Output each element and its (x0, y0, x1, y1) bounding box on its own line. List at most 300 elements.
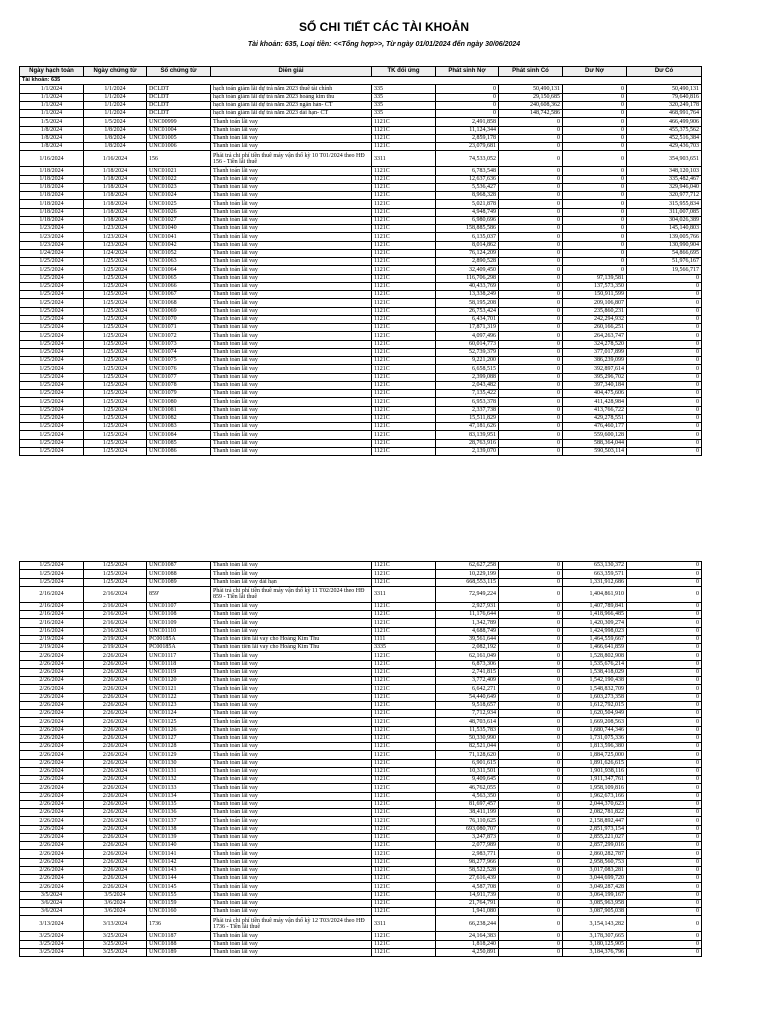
cell-so-chung-tu: UNC01136 (147, 809, 211, 817)
cell-du-no: 663,359,571 (563, 570, 627, 578)
cell-phat-sinh-no: 60,014,773 (436, 340, 499, 348)
cell-du-co: 0 (627, 398, 702, 406)
col-header-phat-sinh-no: Phát sinh Nợ (436, 67, 499, 77)
cell-du-co: 0 (627, 776, 702, 784)
cell-ngay-hach-toan: 2/26/2024 (20, 842, 84, 850)
cell-so-chung-tu: UNC01118 (147, 660, 211, 668)
cell-phat-sinh-no: 76,124,209 (436, 249, 499, 257)
cell-phat-sinh-co: 0 (499, 406, 563, 414)
cell-phat-sinh-co: 0 (499, 192, 563, 200)
cell-du-no: 3,017,083,281 (563, 866, 627, 874)
cell-so-chung-tu: DCLDT (147, 110, 211, 118)
ledger-row (20, 809, 702, 817)
cell-ngay-chung-tu: 2/26/2024 (84, 833, 147, 841)
cell-dien-giai: Thanh toán lãi vay (211, 143, 372, 151)
cell-so-chung-tu: UNC01122 (147, 693, 211, 701)
cell-phat-sinh-no: 9,409,645 (436, 776, 499, 784)
cell-phat-sinh-co: 0 (499, 685, 563, 693)
cell-so-chung-tu: UNC01137 (147, 817, 211, 825)
cell-du-co: 0 (627, 299, 702, 307)
cell-phat-sinh-co: 0 (499, 258, 563, 266)
ledger-table-page-1 (19, 66, 702, 456)
cell-phat-sinh-no: 2,399,088 (436, 373, 499, 381)
cell-phat-sinh-co: 0 (499, 282, 563, 290)
cell-du-no: 3,064,199,167 (563, 891, 627, 899)
cell-tk-doi-ung: 1121C (372, 167, 436, 175)
cell-du-no: 1,731,075,336 (563, 734, 627, 742)
col-header-phat-sinh-co: Phát sinh Có (499, 67, 563, 77)
cell-ngay-hach-toan: 2/26/2024 (20, 718, 84, 726)
cell-phat-sinh-no: 74,533,052 (436, 151, 499, 167)
cell-du-co: 320,977,712 (627, 192, 702, 200)
ledger-row (20, 175, 702, 183)
cell-ngay-chung-tu: 2/26/2024 (84, 776, 147, 784)
cell-dien-giai: Thanh toán lãi vay (211, 439, 372, 447)
cell-du-co: 304,026,389 (627, 216, 702, 224)
cell-du-co: 0 (627, 734, 702, 742)
cell-phat-sinh-co: 0 (499, 883, 563, 891)
cell-du-no: 0 (563, 200, 627, 208)
cell-dien-giai: Thanh toán lãi vay (211, 677, 372, 685)
cell-tk-doi-ung: 1121C (372, 809, 436, 817)
cell-ngay-chung-tu: 3/25/2024 (84, 948, 147, 956)
cell-du-co: 0 (627, 332, 702, 340)
cell-du-no: 150,911,599 (563, 291, 627, 299)
cell-so-chung-tu: UNC01133 (147, 784, 211, 792)
cell-so-chung-tu: UNC01077 (147, 373, 211, 381)
cell-ngay-hach-toan: 1/8/2024 (20, 134, 84, 142)
cell-du-no: 2,044,370,623 (563, 800, 627, 808)
ledger-row (20, 611, 702, 619)
cell-tk-doi-ung: 1121C (372, 908, 436, 916)
ledger-row (20, 751, 702, 759)
cell-phat-sinh-no: 54,440,649 (436, 693, 499, 701)
cell-phat-sinh-no: 668,553,115 (436, 578, 499, 586)
cell-so-chung-tu: UNC01085 (147, 439, 211, 447)
cell-ngay-chung-tu: 2/19/2024 (84, 635, 147, 643)
cell-du-no: 1,669,208,563 (563, 718, 627, 726)
ledger-row (20, 677, 702, 685)
cell-du-co: 0 (627, 899, 702, 907)
cell-phat-sinh-no: 116,706,298 (436, 274, 499, 282)
cell-phat-sinh-no: 2,077,989 (436, 842, 499, 850)
cell-ngay-hach-toan: 3/25/2024 (20, 948, 84, 956)
cell-so-chung-tu: UNC01063 (147, 258, 211, 266)
cell-ngay-hach-toan: 3/25/2024 (20, 940, 84, 948)
cell-du-co: 0 (627, 570, 702, 578)
cell-phat-sinh-co: 0 (499, 274, 563, 282)
cell-ngay-chung-tu: 1/1/2024 (84, 110, 147, 118)
cell-ngay-hach-toan: 2/26/2024 (20, 817, 84, 825)
cell-so-chung-tu: UNC01145 (147, 883, 211, 891)
cell-tk-doi-ung: 1121C (372, 660, 436, 668)
cell-phat-sinh-co: 0 (499, 357, 563, 365)
ledger-row (20, 85, 702, 93)
cell-so-chung-tu: UNC01129 (147, 751, 211, 759)
ledger-row (20, 578, 702, 586)
cell-ngay-chung-tu: 1/23/2024 (84, 241, 147, 249)
cell-so-chung-tu: UNC01042 (147, 241, 211, 249)
cell-du-co: 0 (627, 842, 702, 850)
cell-tk-doi-ung: 1121C (372, 743, 436, 751)
cell-du-no: 413,766,722 (563, 406, 627, 414)
cell-ngay-hach-toan: 1/25/2024 (20, 447, 84, 455)
cell-dien-giai: Thanh toán lãi vay (211, 307, 372, 315)
cell-tk-doi-ung: 1121C (372, 208, 436, 216)
cell-so-chung-tu: UNC01026 (147, 208, 211, 216)
cell-ngay-hach-toan: 1/18/2024 (20, 175, 84, 183)
cell-phat-sinh-no: 4,688,749 (436, 627, 499, 635)
cell-dien-giai: Thanh toán lãi vay (211, 414, 372, 422)
cell-du-no: 0 (563, 266, 627, 274)
cell-phat-sinh-no: 62,161,049 (436, 652, 499, 660)
cell-du-no: 0 (563, 175, 627, 183)
ledger-row (20, 652, 702, 660)
cell-du-no: 1,404,861,910 (563, 586, 627, 602)
cell-ngay-chung-tu: 1/25/2024 (84, 447, 147, 455)
cell-so-chung-tu: UNC01121 (147, 685, 211, 693)
cell-so-chung-tu: UNC01159 (147, 899, 211, 907)
cell-dien-giai: Thanh toán lãi vay (211, 258, 372, 266)
ledger-row (20, 825, 702, 833)
cell-dien-giai: Thanh toán lãi vay (211, 225, 372, 233)
account-group-row (20, 77, 702, 85)
cell-tk-doi-ung: 1121C (372, 891, 436, 899)
ledger-row (20, 875, 702, 883)
cell-so-chung-tu: UNC01187 (147, 932, 211, 940)
cell-du-co: 0 (627, 940, 702, 948)
cell-phat-sinh-no: 2,927,931 (436, 602, 499, 610)
cell-dien-giai: Thanh toán lãi vay (211, 233, 372, 241)
cell-ngay-chung-tu: 1/24/2024 (84, 249, 147, 257)
cell-phat-sinh-co: 0 (499, 635, 563, 643)
cell-du-no: 590,503,114 (563, 447, 627, 455)
cell-tk-doi-ung: 1121C (372, 767, 436, 775)
ledger-row (20, 743, 702, 751)
cell-dien-giai: Thanh toán lãi vay (211, 241, 372, 249)
cell-ngay-chung-tu: 3/13/2024 (84, 916, 147, 932)
cell-dien-giai: Thanh toán lãi vay (211, 357, 372, 365)
cell-du-no: 0 (563, 208, 627, 216)
ledger-row (20, 710, 702, 718)
cell-ngay-chung-tu: 1/18/2024 (84, 192, 147, 200)
cell-phat-sinh-co: 0 (499, 817, 563, 825)
cell-ngay-hach-toan: 3/6/2024 (20, 899, 84, 907)
cell-phat-sinh-no: 3,772,409 (436, 677, 499, 685)
cell-du-co: 0 (627, 447, 702, 455)
cell-ngay-chung-tu: 1/18/2024 (84, 175, 147, 183)
cell-tk-doi-ung: 1121C (372, 833, 436, 841)
cell-phat-sinh-co: 0 (499, 842, 563, 850)
cell-phat-sinh-co: 0 (499, 660, 563, 668)
cell-du-no: 397,340,184 (563, 381, 627, 389)
cell-ngay-chung-tu: 2/26/2024 (84, 652, 147, 660)
cell-phat-sinh-no: 3,247,873 (436, 833, 499, 841)
cell-ngay-hach-toan: 1/1/2024 (20, 85, 84, 93)
cell-tk-doi-ung: 1121C (372, 118, 436, 126)
cell-dien-giai: Thanh toán lãi vay (211, 340, 372, 348)
cell-ngay-hach-toan: 2/26/2024 (20, 858, 84, 866)
cell-so-chung-tu: UNC01068 (147, 299, 211, 307)
cell-phat-sinh-no: 32,409,450 (436, 266, 499, 274)
cell-phat-sinh-no: 24,164,383 (436, 932, 499, 940)
cell-so-chung-tu: UNC01040 (147, 225, 211, 233)
cell-ngay-chung-tu: 3/25/2024 (84, 932, 147, 940)
cell-ngay-hach-toan: 1/25/2024 (20, 315, 84, 323)
ledger-row (20, 398, 702, 406)
cell-du-co: 50,490,131 (627, 85, 702, 93)
cell-du-co: 0 (627, 652, 702, 660)
cell-ngay-chung-tu: 1/25/2024 (84, 332, 147, 340)
cell-phat-sinh-no: 9,518,657 (436, 701, 499, 709)
cell-du-no: 1,464,559,667 (563, 635, 627, 643)
cell-ngay-chung-tu: 2/26/2024 (84, 677, 147, 685)
cell-ngay-hach-toan: 2/26/2024 (20, 668, 84, 676)
cell-phat-sinh-co: 0 (499, 751, 563, 759)
cell-tk-doi-ung: 1121C (372, 800, 436, 808)
cell-tk-doi-ung: 1121C (372, 701, 436, 709)
cell-ngay-chung-tu: 2/26/2024 (84, 858, 147, 866)
cell-ngay-hach-toan: 1/25/2024 (20, 365, 84, 373)
cell-phat-sinh-no: 2,859,178 (436, 134, 499, 142)
cell-ngay-chung-tu: 1/25/2024 (84, 578, 147, 586)
cell-phat-sinh-no: 0 (436, 101, 499, 109)
cell-phat-sinh-no: 6,434,701 (436, 315, 499, 323)
cell-ngay-chung-tu: 1/25/2024 (84, 381, 147, 389)
cell-ngay-chung-tu: 1/1/2024 (84, 101, 147, 109)
cell-so-chung-tu: UNC01027 (147, 216, 211, 224)
col-header-ngay-chung-tu: Ngày chứng từ (84, 67, 147, 77)
cell-du-co: 0 (627, 644, 702, 652)
cell-phat-sinh-co: 0 (499, 118, 563, 126)
cell-dien-giai: Thanh toán lãi vay (211, 792, 372, 800)
ledger-row (20, 216, 702, 224)
cell-ngay-hach-toan: 2/19/2024 (20, 644, 84, 652)
cell-ngay-chung-tu: 1/18/2024 (84, 200, 147, 208)
ledger-row (20, 883, 702, 891)
cell-phat-sinh-co: 0 (499, 570, 563, 578)
ledger-row (20, 602, 702, 610)
cell-so-chung-tu: UNC01073 (147, 340, 211, 348)
cell-du-co: 0 (627, 324, 702, 332)
cell-phat-sinh-co: 0 (499, 183, 563, 191)
cell-du-no: 0 (563, 258, 627, 266)
cell-ngay-chung-tu: 1/8/2024 (84, 134, 147, 142)
cell-so-chung-tu: UNC01069 (147, 307, 211, 315)
cell-phat-sinh-no: 98,277,966 (436, 858, 499, 866)
cell-ngay-hach-toan: 2/26/2024 (20, 792, 84, 800)
cell-so-chung-tu: UNC01089 (147, 578, 211, 586)
cell-tk-doi-ung: 1121C (372, 299, 436, 307)
cell-tk-doi-ung: 335 (372, 110, 436, 118)
cell-du-co: 0 (627, 932, 702, 940)
cell-dien-giai: Thanh toán lãi vay (211, 348, 372, 356)
cell-du-no: 3,085,963,958 (563, 899, 627, 907)
ledger-row (20, 315, 702, 323)
cell-du-no: 429,278,551 (563, 414, 627, 422)
cell-ngay-chung-tu: 2/26/2024 (84, 842, 147, 850)
cell-ngay-chung-tu: 2/26/2024 (84, 800, 147, 808)
cell-phat-sinh-co: 29,150,685 (499, 93, 563, 101)
cell-so-chung-tu: UNC01124 (147, 710, 211, 718)
cell-du-co: 0 (627, 883, 702, 891)
cell-so-chung-tu: DCLDT (147, 101, 211, 109)
cell-so-chung-tu: DCLDT (147, 85, 211, 93)
cell-tk-doi-ung: 1121C (372, 817, 436, 825)
cell-du-no: 3,178,307,665 (563, 932, 627, 940)
cell-so-chung-tu: UNC01135 (147, 800, 211, 808)
cell-so-chung-tu: UNC01072 (147, 332, 211, 340)
cell-phat-sinh-no: 6,953,378 (436, 398, 499, 406)
cell-du-co: 0 (627, 365, 702, 373)
cell-tk-doi-ung: 1121C (372, 266, 436, 274)
cell-dien-giai: Thanh toán lãi vay (211, 291, 372, 299)
cell-du-co: 0 (627, 866, 702, 874)
cell-du-co: 0 (627, 916, 702, 932)
cell-dien-giai: Thanh toán lãi vay (211, 693, 372, 701)
cell-tk-doi-ung: 1121C (372, 850, 436, 858)
ledger-row (20, 792, 702, 800)
cell-dien-giai: Thanh toán lãi vay (211, 431, 372, 439)
cell-du-co: 0 (627, 660, 702, 668)
cell-tk-doi-ung: 1121C (372, 200, 436, 208)
ledger-row (20, 258, 702, 266)
cell-tk-doi-ung: 1121C (372, 677, 436, 685)
cell-ngay-chung-tu: 1/18/2024 (84, 167, 147, 175)
cell-dien-giai: Thanh toán lãi vay (211, 948, 372, 956)
cell-du-co: 0 (627, 767, 702, 775)
cell-ngay-chung-tu: 1/25/2024 (84, 431, 147, 439)
cell-ngay-hach-toan: 2/26/2024 (20, 776, 84, 784)
cell-tk-doi-ung: 1121C (372, 776, 436, 784)
cell-so-chung-tu: UNC01083 (147, 423, 211, 431)
cell-tk-doi-ung: 1121C (372, 398, 436, 406)
cell-dien-giai: Thanh toán lãi vay (211, 324, 372, 332)
cell-du-co: 130,990,904 (627, 241, 702, 249)
cell-tk-doi-ung: 1121C (372, 183, 436, 191)
cell-ngay-hach-toan: 1/1/2024 (20, 93, 84, 101)
cell-phat-sinh-no: 2,983,771 (436, 850, 499, 858)
cell-so-chung-tu: UNC01065 (147, 274, 211, 282)
cell-du-no: 1,331,912,686 (563, 578, 627, 586)
cell-dien-giai: Thanh toán lãi vay (211, 751, 372, 759)
cell-du-co: 0 (627, 611, 702, 619)
cell-phat-sinh-co: 0 (499, 734, 563, 742)
cell-ngay-chung-tu: 2/26/2024 (84, 817, 147, 825)
ledger-row (20, 817, 702, 825)
cell-phat-sinh-co: 0 (499, 423, 563, 431)
cell-ngay-hach-toan: 2/16/2024 (20, 586, 84, 602)
cell-ngay-hach-toan: 1/8/2024 (20, 143, 84, 151)
cell-du-co: 0 (627, 291, 702, 299)
ledger-row (20, 899, 702, 907)
cell-phat-sinh-no: 0 (436, 85, 499, 93)
cell-so-chung-tu: UNC01075 (147, 357, 211, 365)
cell-ngay-chung-tu: 1/25/2024 (84, 562, 147, 570)
ledger-row (20, 850, 702, 858)
ledger-row (20, 307, 702, 315)
ledger-row (20, 225, 702, 233)
cell-phat-sinh-no: 11,176,644 (436, 611, 499, 619)
cell-ngay-chung-tu: 2/26/2024 (84, 710, 147, 718)
cell-du-co: 145,140,803 (627, 225, 702, 233)
cell-ngay-chung-tu: 2/26/2024 (84, 751, 147, 759)
ledger-row (20, 93, 702, 101)
cell-du-co: 0 (627, 875, 702, 883)
cell-tk-doi-ung: 1121C (372, 406, 436, 414)
cell-ngay-hach-toan: 3/6/2024 (20, 908, 84, 916)
cell-so-chung-tu: UNC01141 (147, 850, 211, 858)
cell-phat-sinh-co: 0 (499, 348, 563, 356)
cell-ngay-chung-tu: 2/26/2024 (84, 701, 147, 709)
cell-tk-doi-ung: 1121C (372, 274, 436, 282)
cell-du-co: 0 (627, 948, 702, 956)
cell-phat-sinh-no: 6,873,306 (436, 660, 499, 668)
cell-dien-giai: Thanh toán lãi vay (211, 611, 372, 619)
cell-du-no: 0 (563, 93, 627, 101)
cell-du-no: 1,891,626,615 (563, 759, 627, 767)
cell-du-co: 0 (627, 710, 702, 718)
cell-phat-sinh-co: 0 (499, 767, 563, 775)
cell-tk-doi-ung: 1121C (372, 627, 436, 635)
cell-ngay-hach-toan: 1/25/2024 (20, 578, 84, 586)
cell-ngay-chung-tu: 1/25/2024 (84, 324, 147, 332)
cell-dien-giai: Thanh toán lãi vay (211, 216, 372, 224)
cell-du-no: 0 (563, 249, 627, 257)
cell-du-no: 264,263,747 (563, 332, 627, 340)
cell-phat-sinh-co: 0 (499, 825, 563, 833)
ledger-row (20, 570, 702, 578)
cell-so-chung-tu: UNC01109 (147, 619, 211, 627)
ledger-row (20, 718, 702, 726)
cell-du-co: 455,375,562 (627, 126, 702, 134)
cell-phat-sinh-co: 0 (499, 134, 563, 142)
cell-du-no: 235,860,231 (563, 307, 627, 315)
cell-so-chung-tu: 156 (147, 151, 211, 167)
cell-dien-giai: Thanh toán lãi vay (211, 891, 372, 899)
cell-du-no: 1,962,673,166 (563, 792, 627, 800)
cell-ngay-chung-tu: 1/25/2024 (84, 291, 147, 299)
cell-dien-giai: Thanh toán tiền lãi vay cho Hoàng Kim Thu (211, 635, 372, 643)
ledger-row (20, 414, 702, 422)
cell-phat-sinh-no: 76,110,625 (436, 817, 499, 825)
cell-du-co: 335,482,467 (627, 175, 702, 183)
cell-ngay-hach-toan: 1/25/2024 (20, 258, 84, 266)
cell-phat-sinh-co: 0 (499, 759, 563, 767)
cell-phat-sinh-no: 15,511,829 (436, 414, 499, 422)
col-header-tk-doi-ung: TK đối ứng (372, 67, 436, 77)
cell-dien-giai: Thanh toán lãi vay (211, 398, 372, 406)
cell-phat-sinh-co: 0 (499, 693, 563, 701)
cell-phat-sinh-no: 71,128,620 (436, 751, 499, 759)
cell-du-no: 395,296,702 (563, 373, 627, 381)
cell-dien-giai: Thanh toán lãi vay (211, 652, 372, 660)
cell-du-no: 1,466,641,859 (563, 644, 627, 652)
cell-dien-giai: Thanh toán lãi vay (211, 406, 372, 414)
cell-du-no: 324,278,520 (563, 340, 627, 348)
cell-ngay-hach-toan: 1/25/2024 (20, 274, 84, 282)
cell-so-chung-tu: UNC01023 (147, 183, 211, 191)
cell-du-co: 0 (627, 784, 702, 792)
cell-du-no: 2,855,221,027 (563, 833, 627, 841)
cell-so-chung-tu: UNC01125 (147, 718, 211, 726)
cell-phat-sinh-co: 0 (499, 431, 563, 439)
cell-du-co: 0 (627, 685, 702, 693)
cell-so-chung-tu: 859' (147, 586, 211, 602)
cell-dien-giai: Thanh toán lãi vay (211, 817, 372, 825)
ledger-row (20, 842, 702, 850)
cell-phat-sinh-co: 0 (499, 792, 563, 800)
